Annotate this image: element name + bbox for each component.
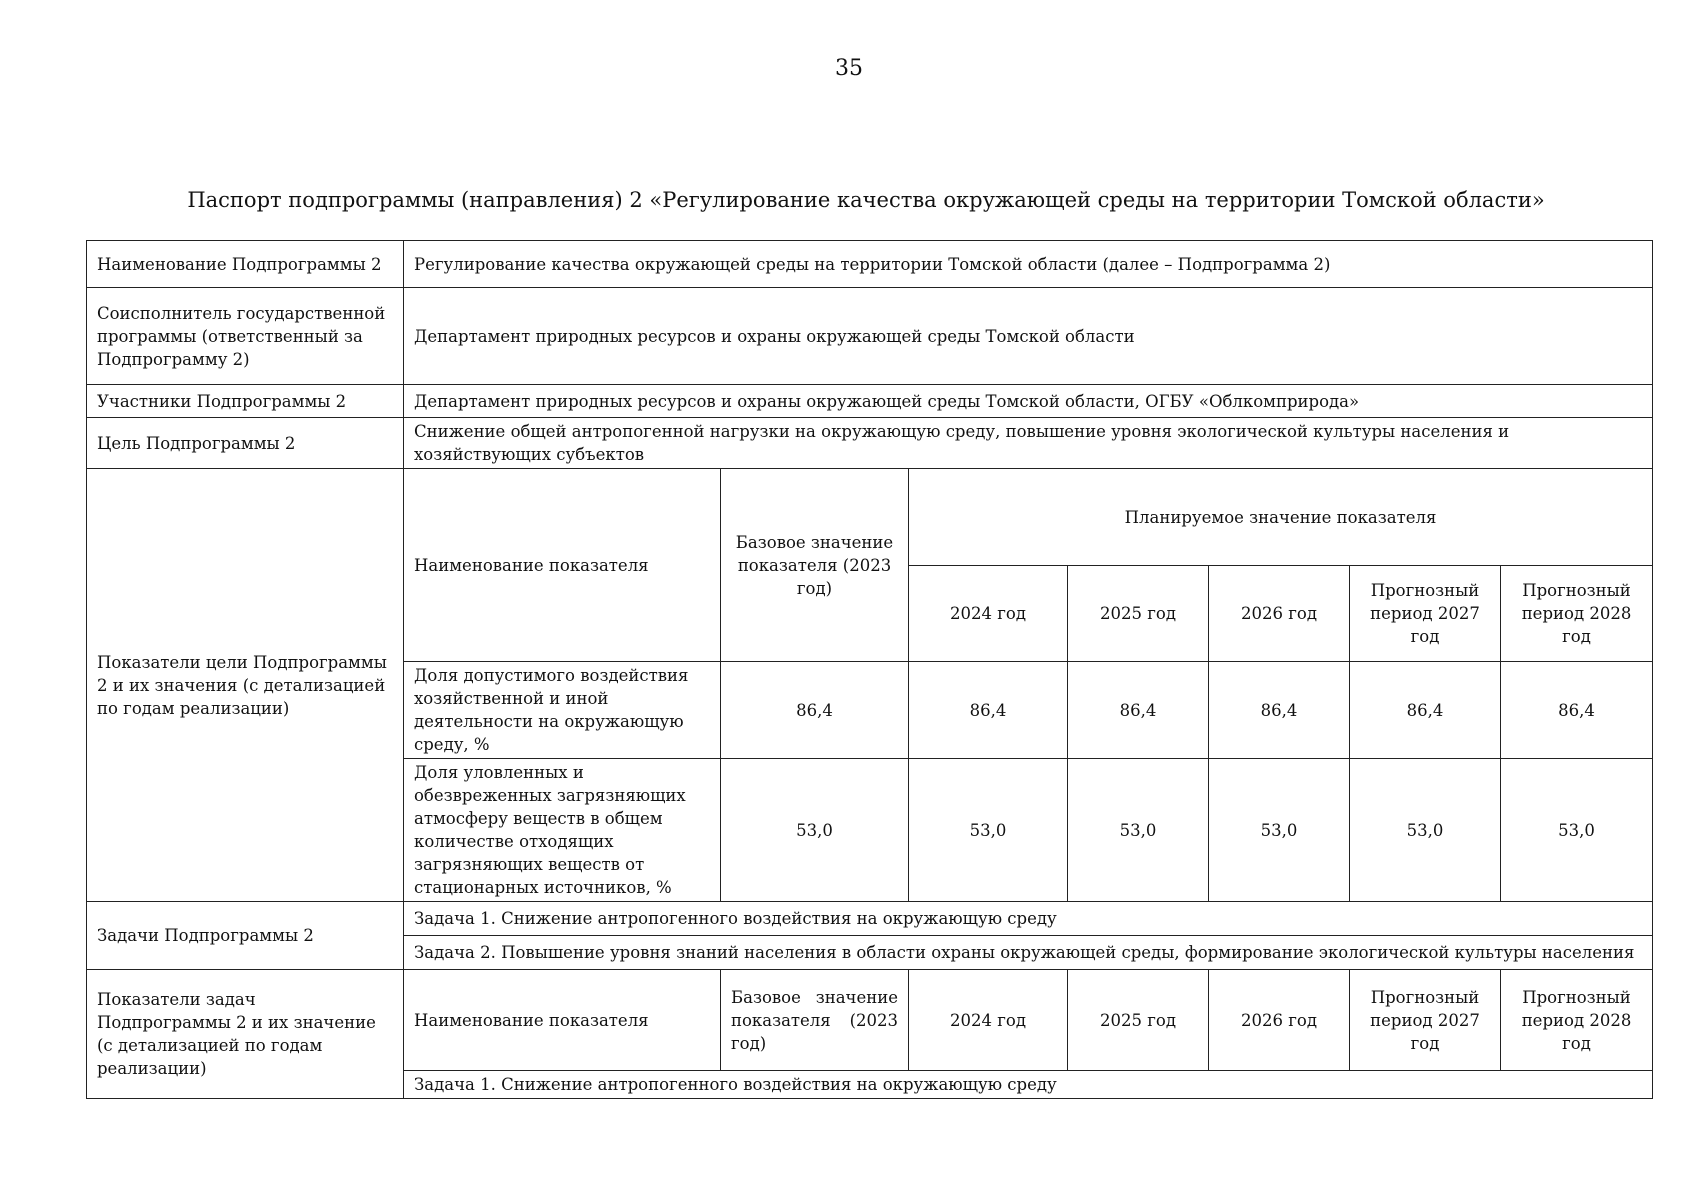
row-task-indicators-header: [87, 970, 1653, 1071]
indicator-value: 53,0: [1350, 759, 1501, 902]
label-task-indicators: Показатели задач Подпрограммы 2 и их значение (с детализацией по годам реализации): [87, 970, 404, 1099]
indicator-value: 53,0: [721, 759, 909, 902]
header-year-2028: Прогнозный период 2028 год: [1501, 566, 1653, 662]
value-goal: Снижение общей антропогенной нагрузки на окружающую среду, повышение уровня экологической культуры населения и хозяйствующих субъектов: [404, 418, 1653, 469]
task-indicator-group-title: Задача 1. Снижение антропогенного воздействия на окружающую среду: [404, 1071, 1653, 1099]
indicator-value: 86,4: [1209, 662, 1350, 759]
row-goal-indicators-header: [87, 469, 1653, 566]
row-name: [87, 241, 1653, 288]
indicator-name: Доля уловленных и обезвреженных загрязняющих атмосферу веществ в общем количестве отходящих загрязняющих веществ от стационарных источников, %: [404, 759, 721, 902]
header-year-2026: 2026 год: [1209, 566, 1350, 662]
passport-table: [86, 240, 1653, 1099]
label-goal-indicators: Показатели цели Подпрограммы 2 и их значения (с детализацией по годам реализации): [87, 469, 404, 902]
header-year-2025: 2025 год: [1068, 566, 1209, 662]
label-name: Наименование Подпрограммы 2: [87, 241, 404, 288]
indicator-name: Доля допустимого воздействия хозяйственной и иной деятельности на окружающую среду, %: [404, 662, 721, 759]
task-item: Задача 1. Снижение антропогенного воздействия на окружающую среду: [404, 902, 1653, 936]
indicator-value: 86,4: [721, 662, 909, 759]
indicator-value: 53,0: [1209, 759, 1350, 902]
header-indicator-name: Наименование показателя: [404, 469, 721, 662]
row-tasks: [87, 902, 1653, 936]
indicator-value: 53,0: [1501, 759, 1653, 902]
indicator-value: 86,4: [909, 662, 1068, 759]
label-tasks: Задачи Подпрограммы 2: [87, 902, 404, 970]
header-base-value: Базовое значение показателя (2023 год): [721, 469, 909, 662]
indicator-value: 86,4: [1350, 662, 1501, 759]
label-coexecutor: Соисполнитель государственной программы (ответственный за Подпрограмму 2): [87, 288, 404, 385]
task-header-year-2025: 2025 год: [1068, 970, 1209, 1071]
indicator-value: 86,4: [1068, 662, 1209, 759]
label-participants: Участники Подпрограммы 2: [87, 385, 404, 418]
task-header-year-2027: Прогнозный период 2027 год: [1350, 970, 1501, 1071]
indicator-value: 86,4: [1501, 662, 1653, 759]
indicator-value: 53,0: [1068, 759, 1209, 902]
row-coexecutor: [87, 288, 1653, 385]
value-participants: Департамент природных ресурсов и охраны окружающей среды Томской области, ОГБУ «Облкомприрода»: [404, 385, 1653, 418]
task-header-indicator-name: Наименование показателя: [404, 970, 721, 1071]
task-header-base-value: Базовое значение показателя (2023 год): [721, 970, 909, 1071]
task-header-year-2026: 2026 год: [1209, 970, 1350, 1071]
task-item: Задача 2. Повышение уровня знаний населения в области охраны окружающей среды, формирование экологической культуры населения: [404, 936, 1653, 970]
header-year-2027: Прогнозный период 2027 год: [1350, 566, 1501, 662]
row-goal: [87, 418, 1653, 469]
row-participants: [87, 385, 1653, 418]
label-goal: Цель Подпрограммы 2: [87, 418, 404, 469]
value-name: Регулирование качества окружающей среды на территории Томской области (далее – Подпрограмма 2): [404, 241, 1653, 288]
task-header-year-2024: 2024 год: [909, 970, 1068, 1071]
page-number: 35: [835, 56, 863, 81]
indicator-value: 53,0: [909, 759, 1068, 902]
value-coexecutor: Департамент природных ресурсов и охраны окружающей среды Томской области: [404, 288, 1653, 385]
task-header-year-2028: Прогнозный период 2028 год: [1501, 970, 1653, 1071]
document-title: Паспорт подпрограммы (направления) 2 «Регулирование качества окружающей среды на территории Томской области»: [187, 188, 1545, 212]
header-planned-value: Планируемое значение показателя: [909, 469, 1653, 566]
header-year-2024: 2024 год: [909, 566, 1068, 662]
